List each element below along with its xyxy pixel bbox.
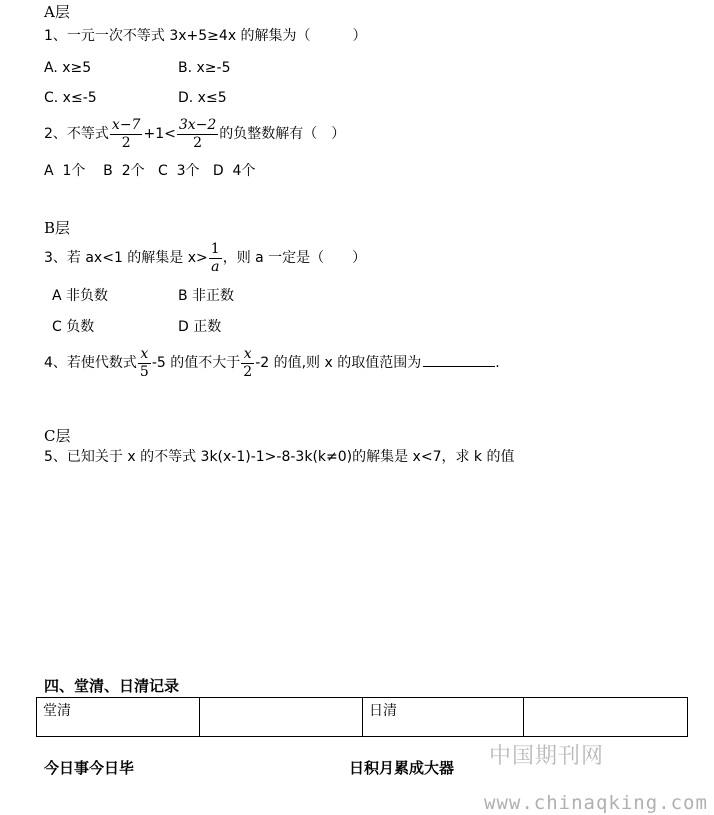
q2-frac2-numerator: 3x−2 bbox=[178, 116, 217, 133]
q2-suffix: 的负整数解有（ ） bbox=[219, 126, 346, 142]
q1-option-a: A. x≥5 bbox=[44, 60, 92, 76]
question-2 bbox=[44, 114, 345, 154]
q2-fraction-2 bbox=[177, 117, 218, 152]
q2-prefix: 2、不等式 bbox=[44, 126, 109, 142]
section-b-title: B层 bbox=[44, 219, 71, 237]
record-cell-riqing: 日清 bbox=[363, 698, 524, 737]
record-cell-tangqing: 堂清 bbox=[37, 698, 200, 737]
watermark-url: www.chinaqking.com bbox=[484, 792, 708, 814]
record-cell-riqing-value bbox=[524, 698, 688, 737]
section-a-title: A层 bbox=[44, 3, 70, 21]
q4-fraction-1 bbox=[138, 346, 151, 381]
question-3 bbox=[44, 238, 366, 278]
q3-option-a: A 非负数 bbox=[52, 288, 109, 304]
q3-frac-denominator: a bbox=[211, 258, 220, 275]
q4-suffix: -2 的值,则 x 的取值范围为 bbox=[255, 355, 422, 371]
q4-prefix: 4、若使代数式 bbox=[44, 355, 137, 371]
q4-frac2-numerator: x bbox=[241, 346, 254, 364]
q3-fraction bbox=[209, 241, 222, 276]
q2-fraction-1 bbox=[110, 117, 143, 152]
q1-option-d: D. x≤5 bbox=[178, 90, 227, 106]
record-title: 四、堂清、日清记录 bbox=[44, 677, 180, 695]
q3-suffix: ，则 a 一定是（ ） bbox=[222, 250, 367, 266]
record-row bbox=[37, 698, 688, 737]
q2-options: A 1个 B 2个 C 3个 D 4个 bbox=[44, 163, 256, 179]
q2-middle: +1< bbox=[143, 126, 176, 142]
q3-frac-numerator: 1 bbox=[210, 240, 220, 257]
section-c-title: C层 bbox=[44, 427, 71, 445]
q4-end: . bbox=[495, 355, 500, 371]
q4-frac1-numerator: x bbox=[138, 346, 151, 364]
q4-answer-blank bbox=[423, 352, 495, 367]
q4-frac2-denominator: 2 bbox=[243, 363, 253, 380]
question-5: 5、已知关于 x 的不等式 3k(x-1)-1>-8-3k(k≠0)的解集是 x<7，求 k 的值 bbox=[44, 449, 515, 465]
q4-middle: -5 的值不大于 bbox=[151, 355, 241, 371]
question-4 bbox=[44, 343, 500, 383]
q2-frac1-denominator: 2 bbox=[121, 134, 131, 151]
q3-option-b: B 非正数 bbox=[178, 288, 235, 304]
watermark-cn: 中国期刊网 bbox=[489, 744, 605, 769]
q1-option-c: C. x≤-5 bbox=[44, 90, 97, 106]
footer-right-motto: 日积月累成大器 bbox=[349, 759, 455, 777]
footer-left-motto: 今日事今日毕 bbox=[44, 759, 135, 777]
q1-option-b: B. x≥-5 bbox=[178, 60, 231, 76]
q2-frac1-numerator: x−7 bbox=[111, 116, 141, 133]
q3-prefix: 3、若 ax<1 的解集是 x> bbox=[44, 250, 208, 266]
record-cell-tangqing-value bbox=[200, 698, 363, 737]
question-1: 1、一元一次不等式 3x+5≥4x 的解集为（ ） bbox=[44, 28, 367, 44]
q4-frac1-denominator: 5 bbox=[139, 363, 149, 380]
q2-frac2-denominator: 2 bbox=[193, 134, 203, 151]
q3-option-c: C 负数 bbox=[52, 319, 95, 335]
record-table bbox=[36, 697, 688, 737]
q3-option-d: D 正数 bbox=[178, 319, 222, 335]
q4-fraction-2 bbox=[241, 346, 254, 381]
